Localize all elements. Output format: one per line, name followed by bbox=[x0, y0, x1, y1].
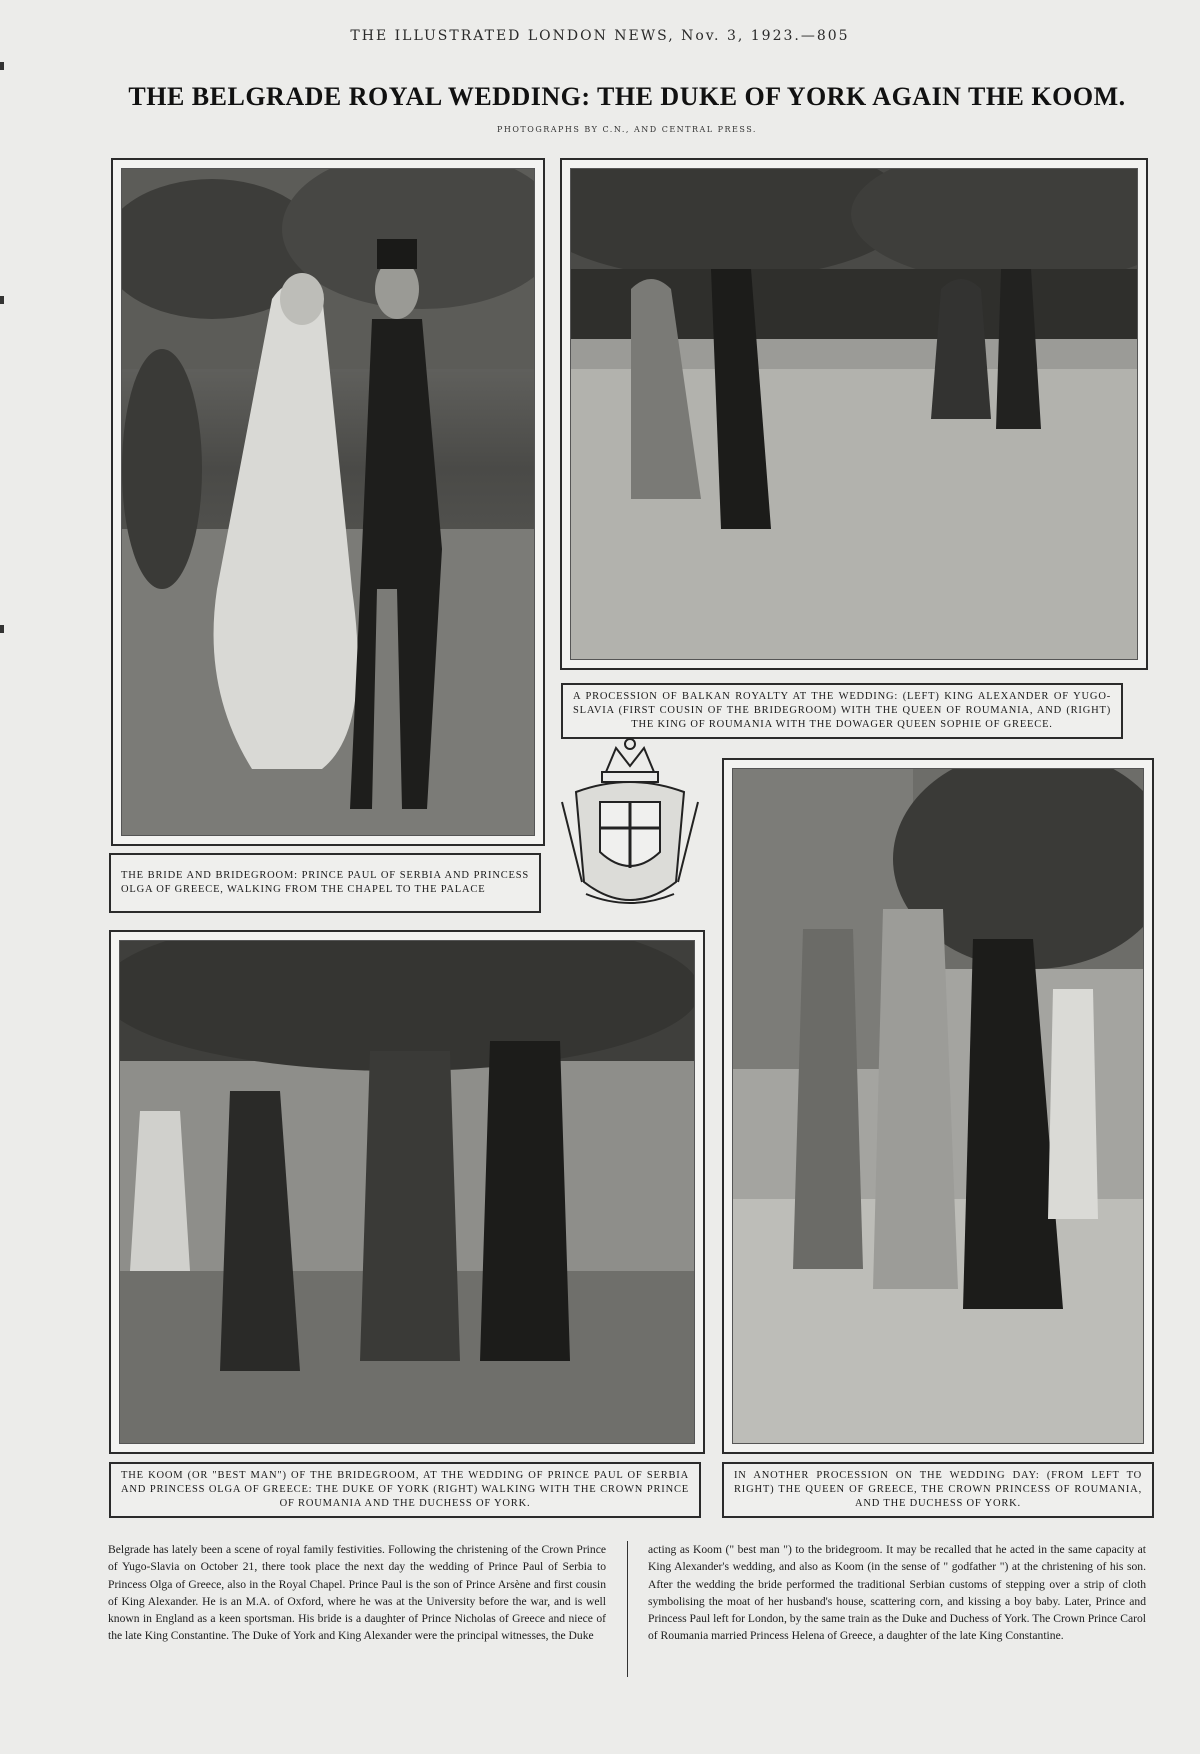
photo-credit: PHOTOGRAPHS BY C.N., AND CENTRAL PRESS. bbox=[497, 125, 757, 134]
caption-the-koom: THE KOOM (OR "BEST MAN") OF THE BRIDEGROOM, AT THE WEDDING OF PRINCE PAUL OF SERBIA AND PRINCESS OLGA OF GREECE: THE DUKE OF YORK (RIGHT) WALKING WITH THE CROWN PRINCE OF ROUMANIA AND THE DUCHESS OF YORK. bbox=[109, 1462, 701, 1518]
article-body-left-column: Belgrade has lately been a scene of royal family festivities. Following the christening of the Crown Prince of Yugo-Slavia on October 21, there took place the next day the wedding of Prince Paul of Serbia to Princess Olga of Greece, also in the Royal Chapel. Prince Paul is the son of Prince Arsène and first cousin of King Alexander. He is an M.A. of Oxford, where he was at the University before the war, and is well known in England as a keen sportsman. His bride is a daughter of Prince Nicholas of Greece and niece of the late King Constantine. The Duke of York and King Alexander were the principal witnesses, the Duke bbox=[108, 1543, 606, 1643]
caption-bride-and-bridegroom: THE BRIDE AND BRIDEGROOM: PRINCE PAUL OF SERBIA AND PRINCESS OLGA OF GREECE, WALKING FROM THE CHAPEL TO THE PALACE bbox=[109, 853, 541, 913]
running-head: THE ILLUSTRATED LONDON NEWS, Nov. 3, 1923.—805 bbox=[350, 28, 850, 44]
binding-mark bbox=[0, 296, 4, 304]
photo-procession-of-balkan-royalty bbox=[560, 158, 1148, 670]
binding-mark bbox=[0, 625, 4, 633]
photo-another-procession bbox=[722, 758, 1154, 1454]
photo-the-koom-image bbox=[120, 941, 694, 1443]
photo-the-koom bbox=[109, 930, 705, 1454]
column-divider bbox=[627, 1541, 628, 1677]
caption-procession-of-balkan-royalty: A PROCESSION OF BALKAN ROYALTY AT THE WEDDING: (LEFT) KING ALEXANDER OF YUGO-SLAVIA (FIRST COUSIN OF THE BRIDEGROOM) WITH THE QUEEN OF ROUMANIA, AND (RIGHT) THE KING OF ROUMANIA WITH THE DOWAGER QUEEN SOPHIE OF GREECE. bbox=[561, 683, 1123, 739]
page-title: THE BELGRADE ROYAL WEDDING: THE DUKE OF YORK AGAIN THE KOOM. bbox=[128, 82, 1126, 111]
photo-another-procession-image bbox=[733, 769, 1143, 1443]
photo-procession-of-balkan-royalty-image bbox=[571, 169, 1137, 659]
caption-another-procession: IN ANOTHER PROCESSION ON THE WEDDING DAY: (FROM LEFT TO RIGHT) THE QUEEN OF GREECE, THE CROWN PRINCESS OF ROUMANIA, AND THE DUCHESS OF YORK. bbox=[722, 1462, 1154, 1518]
photo-bride-and-bridegroom-image bbox=[122, 169, 534, 835]
article-body-right-column: acting as Koom (" best man ") to the bridegroom. It may be recalled that he acted in the same capacity at King Alexander's wedding, and also as Koom (in the sense of " godfather ") at the christening of his son. After the wedding the bride performed the traditional Serbian customs of stepping over a strip of cloth symbolising the moat of her husband's house, scattering corn, and kissing a boy baby. Later, Prince and Princess Paul left for London, by the same train as the Duke and Duchess of York. The Crown Prince Carol of Roumania married Princess Helena of Greece, a daughter of the late King Constantine. bbox=[648, 1543, 1146, 1643]
photo-bride-and-bridegroom bbox=[111, 158, 545, 846]
serbian-royal-crest-icon bbox=[556, 732, 704, 918]
binding-mark bbox=[0, 62, 4, 70]
